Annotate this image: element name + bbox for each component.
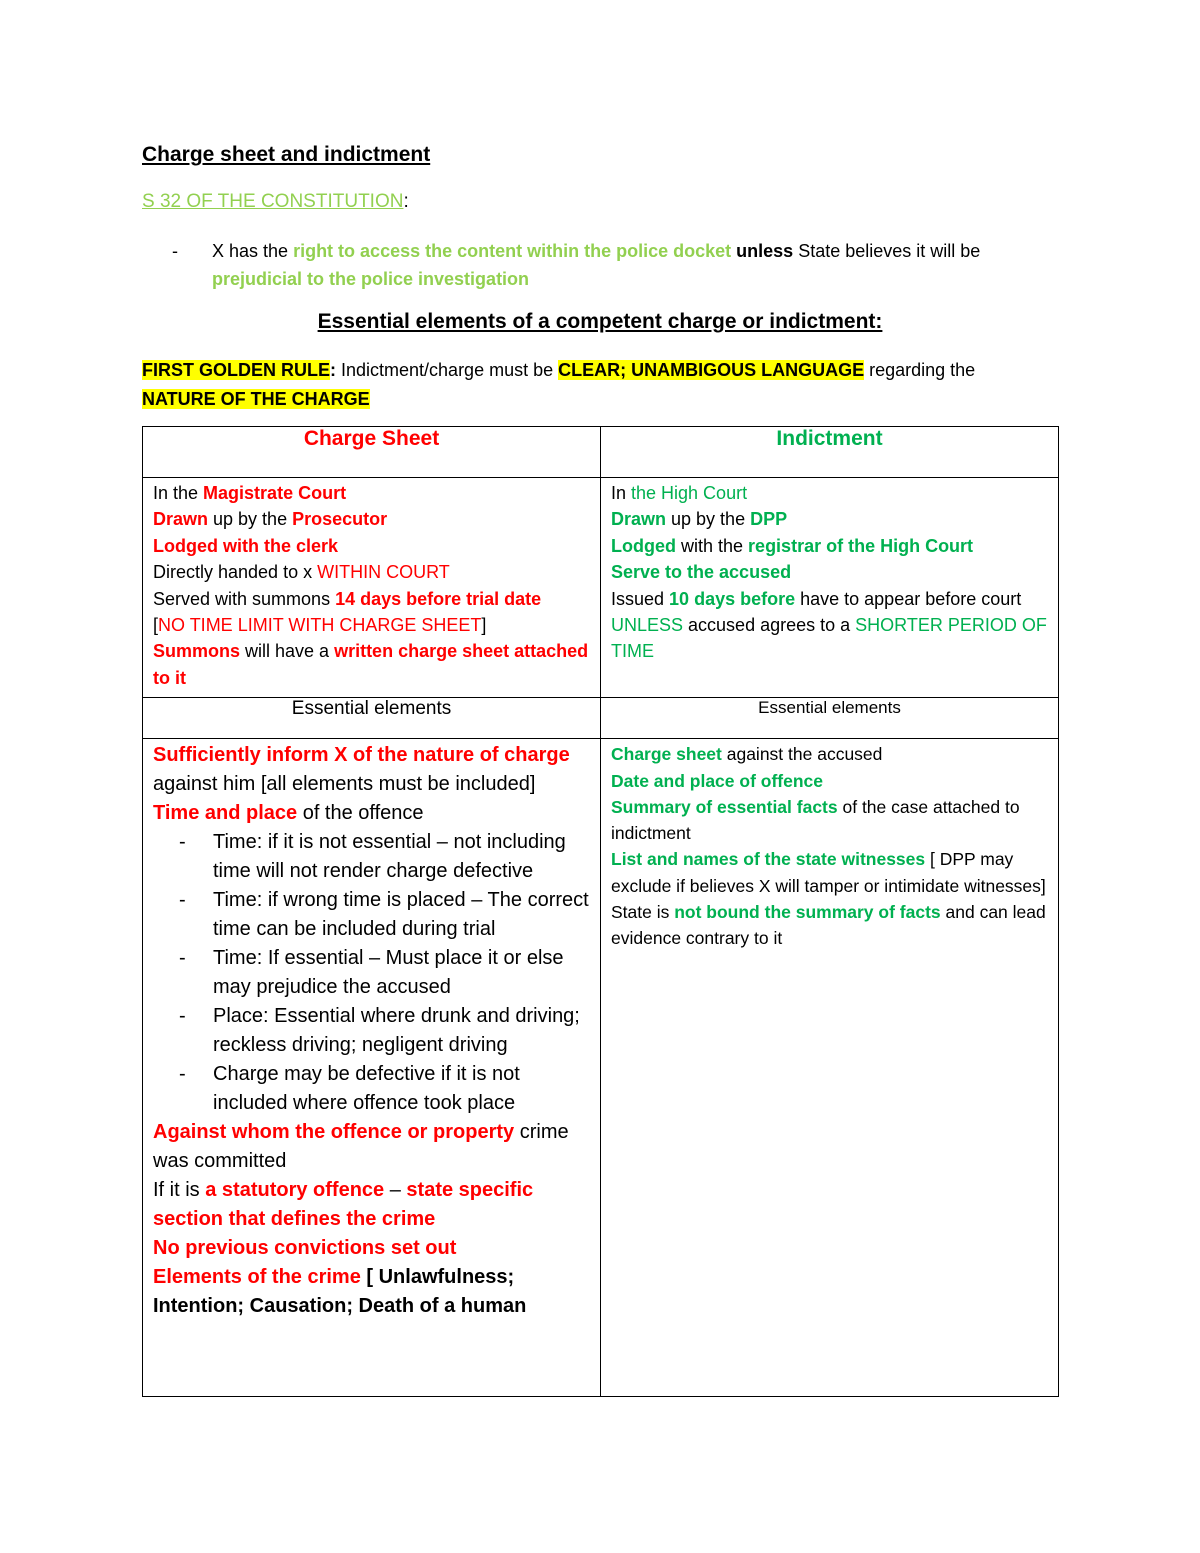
comparison-table: [142, 426, 1059, 1397]
golden-rule-text: regarding the: [864, 360, 976, 380]
text-highlight: state specific section that defines the crime: [153, 1179, 534, 1231]
sub-item-text: Time: if wrong time is placed – The correct time can be included during trial: [213, 889, 589, 941]
text-part: ]: [481, 615, 487, 636]
essential-elements-heading: Essential elements of a competent charge or indictment:: [317, 310, 883, 333]
text-part: Directly handed to x: [153, 562, 318, 583]
text-highlight: the High Court: [631, 483, 748, 503]
list-item: [153, 612, 590, 638]
text-highlight: not bound the summary of facts: [674, 902, 941, 923]
indictment-details: [601, 478, 1059, 698]
list-item: [153, 638, 590, 691]
list-item: [153, 559, 590, 585]
list-item: [611, 506, 1048, 532]
text-highlight: Summons: [153, 641, 241, 662]
text-highlight: List and names of the state witnesses: [611, 849, 926, 870]
text-highlight: DPP: [750, 509, 788, 530]
golden-rule-paragraph: [142, 356, 1042, 414]
text-part: against the accused: [721, 744, 883, 765]
text-highlight: WITHIN COURT: [317, 562, 450, 583]
list-item: [153, 799, 590, 828]
text-highlight: Charge sheet: [611, 744, 722, 765]
golden-rule-highlight: CLEAR; UNAMBIGOUS LANGUAGE: [558, 360, 865, 380]
list-item: [153, 506, 590, 532]
sub-item: [153, 828, 590, 886]
list-item: [153, 1176, 590, 1234]
text-highlight: Lodged: [611, 535, 676, 556]
text-highlight: 14 days before trial date: [335, 588, 542, 609]
table-header-row: [143, 427, 1059, 478]
text-highlight: 10 days before: [669, 588, 796, 609]
text-highlight: written charge sheet attached to it: [153, 641, 589, 688]
text-part: If it is: [153, 1179, 206, 1202]
list-item: Date and place of offence: [611, 770, 823, 791]
bullet-highlight: right to access the content within the police docket: [293, 241, 732, 261]
bullet-part: State believes it will be: [793, 241, 981, 261]
text-part: up by the: [208, 509, 293, 530]
text-highlight: Time and place: [153, 802, 298, 825]
text-highlight: a statutory offence: [205, 1179, 385, 1202]
sub-item-text: Charge may be defective if it is not included where offence took place: [213, 1063, 520, 1115]
list-item: [611, 480, 1048, 506]
text-highlight: Drawn: [611, 509, 667, 530]
list-item: [611, 846, 1048, 899]
text-part: have to appear before court: [795, 588, 1022, 609]
text-part: of the case attached to indictment: [611, 796, 1020, 844]
sub-item-text: Time: if it is not essential – not including time will not render charge defective: [213, 831, 566, 883]
text-bold: [ Unlawfulness; Intention; Causation; Death of a human: [153, 1266, 527, 1318]
table-row: [143, 739, 1059, 1397]
golden-rule-label: FIRST GOLDEN RULE: [142, 360, 330, 380]
list-item: [611, 741, 1048, 767]
table-row: [143, 478, 1059, 698]
section-heading: [142, 191, 409, 213]
text-part: accused agrees to a: [683, 615, 856, 636]
text-part: with the: [676, 535, 749, 556]
time-place-sublist: [153, 828, 590, 1118]
header-indictment: Indictment: [601, 427, 1059, 478]
list-item: [153, 480, 590, 506]
list-item: [153, 1263, 590, 1321]
text-highlight: registrar of the High Court: [748, 535, 974, 556]
sub-item: [153, 1060, 590, 1118]
text-part: Served with summons: [153, 588, 336, 609]
dash: -: [179, 1063, 186, 1086]
list-item: No previous convictions set out: [153, 1237, 457, 1260]
bullet-part: X has the: [212, 241, 294, 261]
golden-rule-highlight: NATURE OF THE CHARGE: [142, 389, 370, 409]
sub-item-text: Place: Essential where drunk and driving; reckless driving; negligent driving: [213, 1005, 580, 1057]
list-item: [153, 1118, 590, 1176]
dash: -: [179, 889, 186, 912]
charge-sheet-details: [143, 478, 601, 698]
text-part: and can lead evidence contrary to it: [611, 902, 1046, 949]
dash: -: [179, 831, 186, 854]
dash: -: [179, 1005, 186, 1028]
text-highlight: SHORTER PERIOD OF TIME: [611, 615, 1047, 662]
text-part: –: [384, 1179, 407, 1202]
bullet-bold: unless: [736, 241, 794, 261]
list-item: [611, 899, 1048, 952]
list-item: [611, 533, 1048, 559]
bullet-highlight: prejudicial to the police investigation: [212, 269, 530, 289]
document-title: Charge sheet and indictment: [142, 143, 431, 166]
list-item: Serve to the accused: [611, 562, 792, 583]
list-item: [611, 794, 1048, 847]
text-highlight: UNLESS: [611, 615, 684, 636]
sub-item: [153, 886, 590, 944]
text-part: In the: [153, 483, 204, 503]
golden-rule-colon: :: [330, 360, 336, 380]
bullet-text: [212, 237, 1052, 293]
essential-elements-label-right: Essential elements: [601, 698, 1059, 739]
list-item: [153, 741, 590, 799]
text-highlight: Prosecutor: [292, 509, 388, 530]
list-item: [153, 586, 590, 612]
text-part: State is: [611, 902, 675, 923]
text-highlight: Sufficiently inform X of the nature of charge: [153, 744, 570, 767]
text-highlight: Against whom the offence or property: [153, 1121, 515, 1144]
section-label: S 32 OF THE CONSTITUTION: [142, 191, 404, 212]
list-item: [611, 586, 1048, 665]
golden-rule-text: Indictment/charge must be: [336, 360, 559, 380]
text-part: will have a: [240, 641, 335, 662]
table-row: [143, 698, 1059, 739]
text-highlight: Magistrate Court: [203, 483, 347, 503]
text-highlight: Drawn: [153, 509, 209, 530]
text-highlight: Elements of the crime: [153, 1266, 361, 1289]
text-highlight: Summary of essential facts: [611, 796, 838, 817]
sub-item: [153, 944, 590, 1002]
indictment-elements: [601, 739, 1059, 1397]
bullet-item: [172, 237, 1052, 293]
text-part: up by the: [666, 509, 751, 530]
essential-elements-label-left: Essential elements: [143, 698, 601, 739]
sub-item-text: Time: If essential – Must place it or else may prejudice the accused: [213, 947, 564, 999]
bullet-dash: -: [172, 241, 178, 261]
text-part: In: [611, 483, 632, 503]
sub-item: [153, 1002, 590, 1060]
text-highlight: NO TIME LIMIT WITH CHARGE SHEET: [158, 615, 482, 636]
text-part: Issued: [611, 588, 670, 609]
text-part: crime was committed: [153, 1121, 569, 1173]
dash: -: [179, 947, 186, 970]
charge-sheet-elements: [143, 739, 601, 1397]
text-part: [: [153, 615, 159, 636]
list-item: Lodged with the clerk: [153, 535, 339, 556]
text-part: against him [all elements must be included]: [153, 773, 536, 796]
text-part: of the offence: [297, 802, 424, 825]
section-colon: :: [403, 191, 409, 212]
text-part: [ DPP may exclude if believes X will tamper or intimidate witnesses]: [611, 849, 1046, 896]
header-charge-sheet: Charge Sheet: [143, 427, 601, 478]
